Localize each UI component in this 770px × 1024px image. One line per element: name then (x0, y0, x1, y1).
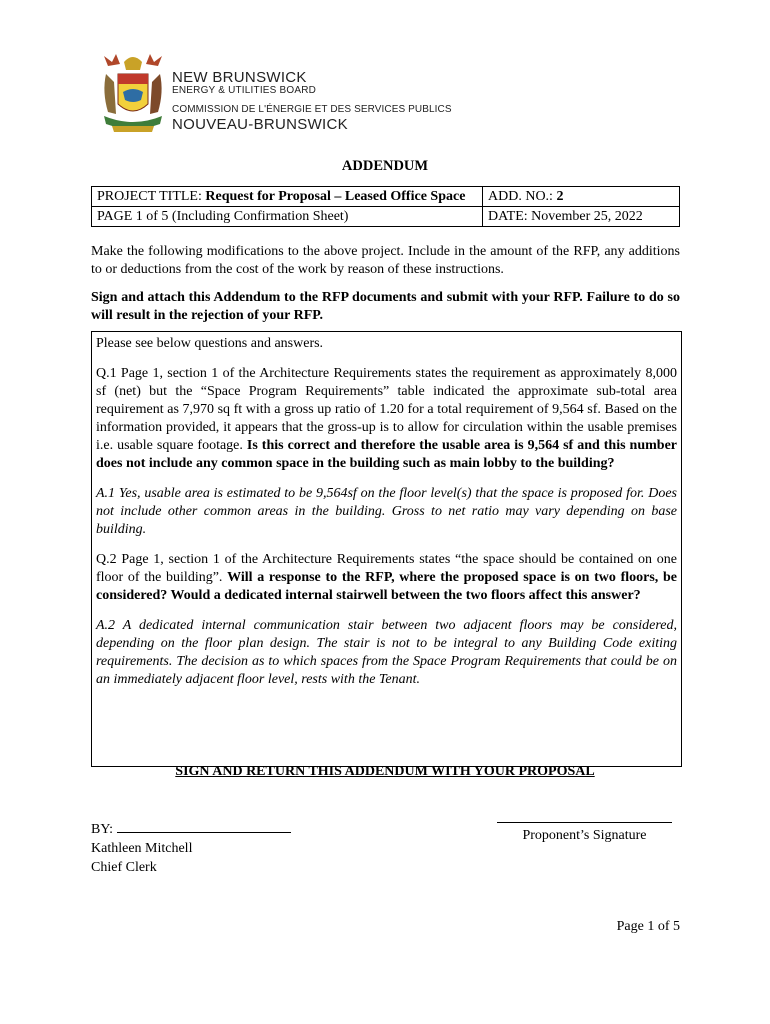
return-instruction: SIGN AND RETURN THIS ADDENDUM WITH YOUR PROPOSAL (175, 764, 595, 779)
org-line-4: NOUVEAU-BRUNSWICK (172, 116, 348, 133)
signer-role: Chief Clerk (91, 860, 157, 875)
proponent-signature-label: Proponent’s Signature (522, 828, 647, 843)
page-info-cell: PAGE 1 of 5 (Including Confirmation Sheet) (92, 207, 483, 227)
question-2 (96, 551, 677, 605)
signer-name: Kathleen Mitchell (91, 841, 193, 856)
proponent-signature-block (497, 822, 672, 845)
question-1-text: Q.1 Page 1, section 1 of the Architecture Requirements states the requirement as approximately 8,000 sf (net) but the “Space Program Requirements” table indicated the approximate sub-total area requirement as 7,970 sq ft with a gross up ratio of 1.20 for a total requirement of 9,564 sf. Based on the information provided, it appears that the gross-up is to allow for circulation within the usable premises i.e. usable square footage. (96, 366, 677, 453)
questions-answers-box (91, 331, 682, 767)
proponent-signature-line (497, 822, 672, 823)
by-line (91, 820, 291, 839)
organization-name (172, 70, 452, 132)
question-2-text: Q.2 Page 1, section 1 of the Architecture Requirements states “the space should be contained on one floor of the building”. (96, 552, 677, 585)
question-1 (96, 365, 677, 473)
addendum-number-label: ADD. NO.: (488, 189, 557, 204)
date-cell: DATE: November 25, 2022 (483, 207, 680, 227)
question-2-emphasis: Will a response to the RFP, where the proposed space is on two floors, be considered? Would a dedicated internal stairwell between the two floors affect this answer? (96, 570, 677, 603)
project-info-table (91, 186, 680, 227)
org-line-1: NEW BRUNSWICK (172, 69, 307, 86)
org-line-3: COMMISSION DE L'ÉNERGIE ET DES SERVICES PUBLICS (172, 104, 452, 115)
answer-1: A.1 Yes, usable area is estimated to be 9,564sf on the floor level(s) that the space is proposed for. Does not include other common areas in the building. Gross to net ratio may vary depending on base building. (96, 486, 677, 537)
answer-2: A.2 A dedicated internal communication stair between two adjacent floors may be considered, depending on the floor plan design. The stair is not to be integral to any Building Code exiting requirements. The decision as to which spaces from the Space Program Requirements that could be on an immediately adjacent floor level, rests with the Tenant. (96, 618, 677, 687)
org-line-2: ENERGY & UTILITIES BOARD (172, 85, 317, 96)
document-heading: ADDENDUM (341, 158, 429, 174)
page-number: Page 1 of 5 (616, 919, 680, 934)
coat-of-arms-logo (98, 52, 168, 138)
by-signature-line (117, 820, 291, 833)
project-title-label: PROJECT TITLE: (97, 189, 206, 204)
question-1-emphasis: Is this correct and therefore the usable area is 9,564 sf and this number does not include any common space in the building such as main lobby to the building? (96, 438, 678, 471)
warning-paragraph: Sign and attach this Addendum to the RFP documents and submit with your RFP. Failure to do so will result in the rejection of your RFP. (91, 290, 680, 323)
by-label: BY: (91, 822, 114, 837)
signoff-block (91, 820, 291, 877)
project-title-cell (92, 187, 483, 207)
qa-lead: Please see below questions and answers. (96, 336, 324, 351)
addendum-number-value: 2 (556, 189, 564, 204)
instructions-paragraph: Make the following modifications to the above project. Include in the amount of the RFP, any additions to or deductions from the cost of the work by reason of these instructions. (91, 244, 680, 277)
addendum-number-cell (483, 187, 680, 207)
project-title-value: Request for Proposal – Leased Office Space (205, 189, 466, 204)
